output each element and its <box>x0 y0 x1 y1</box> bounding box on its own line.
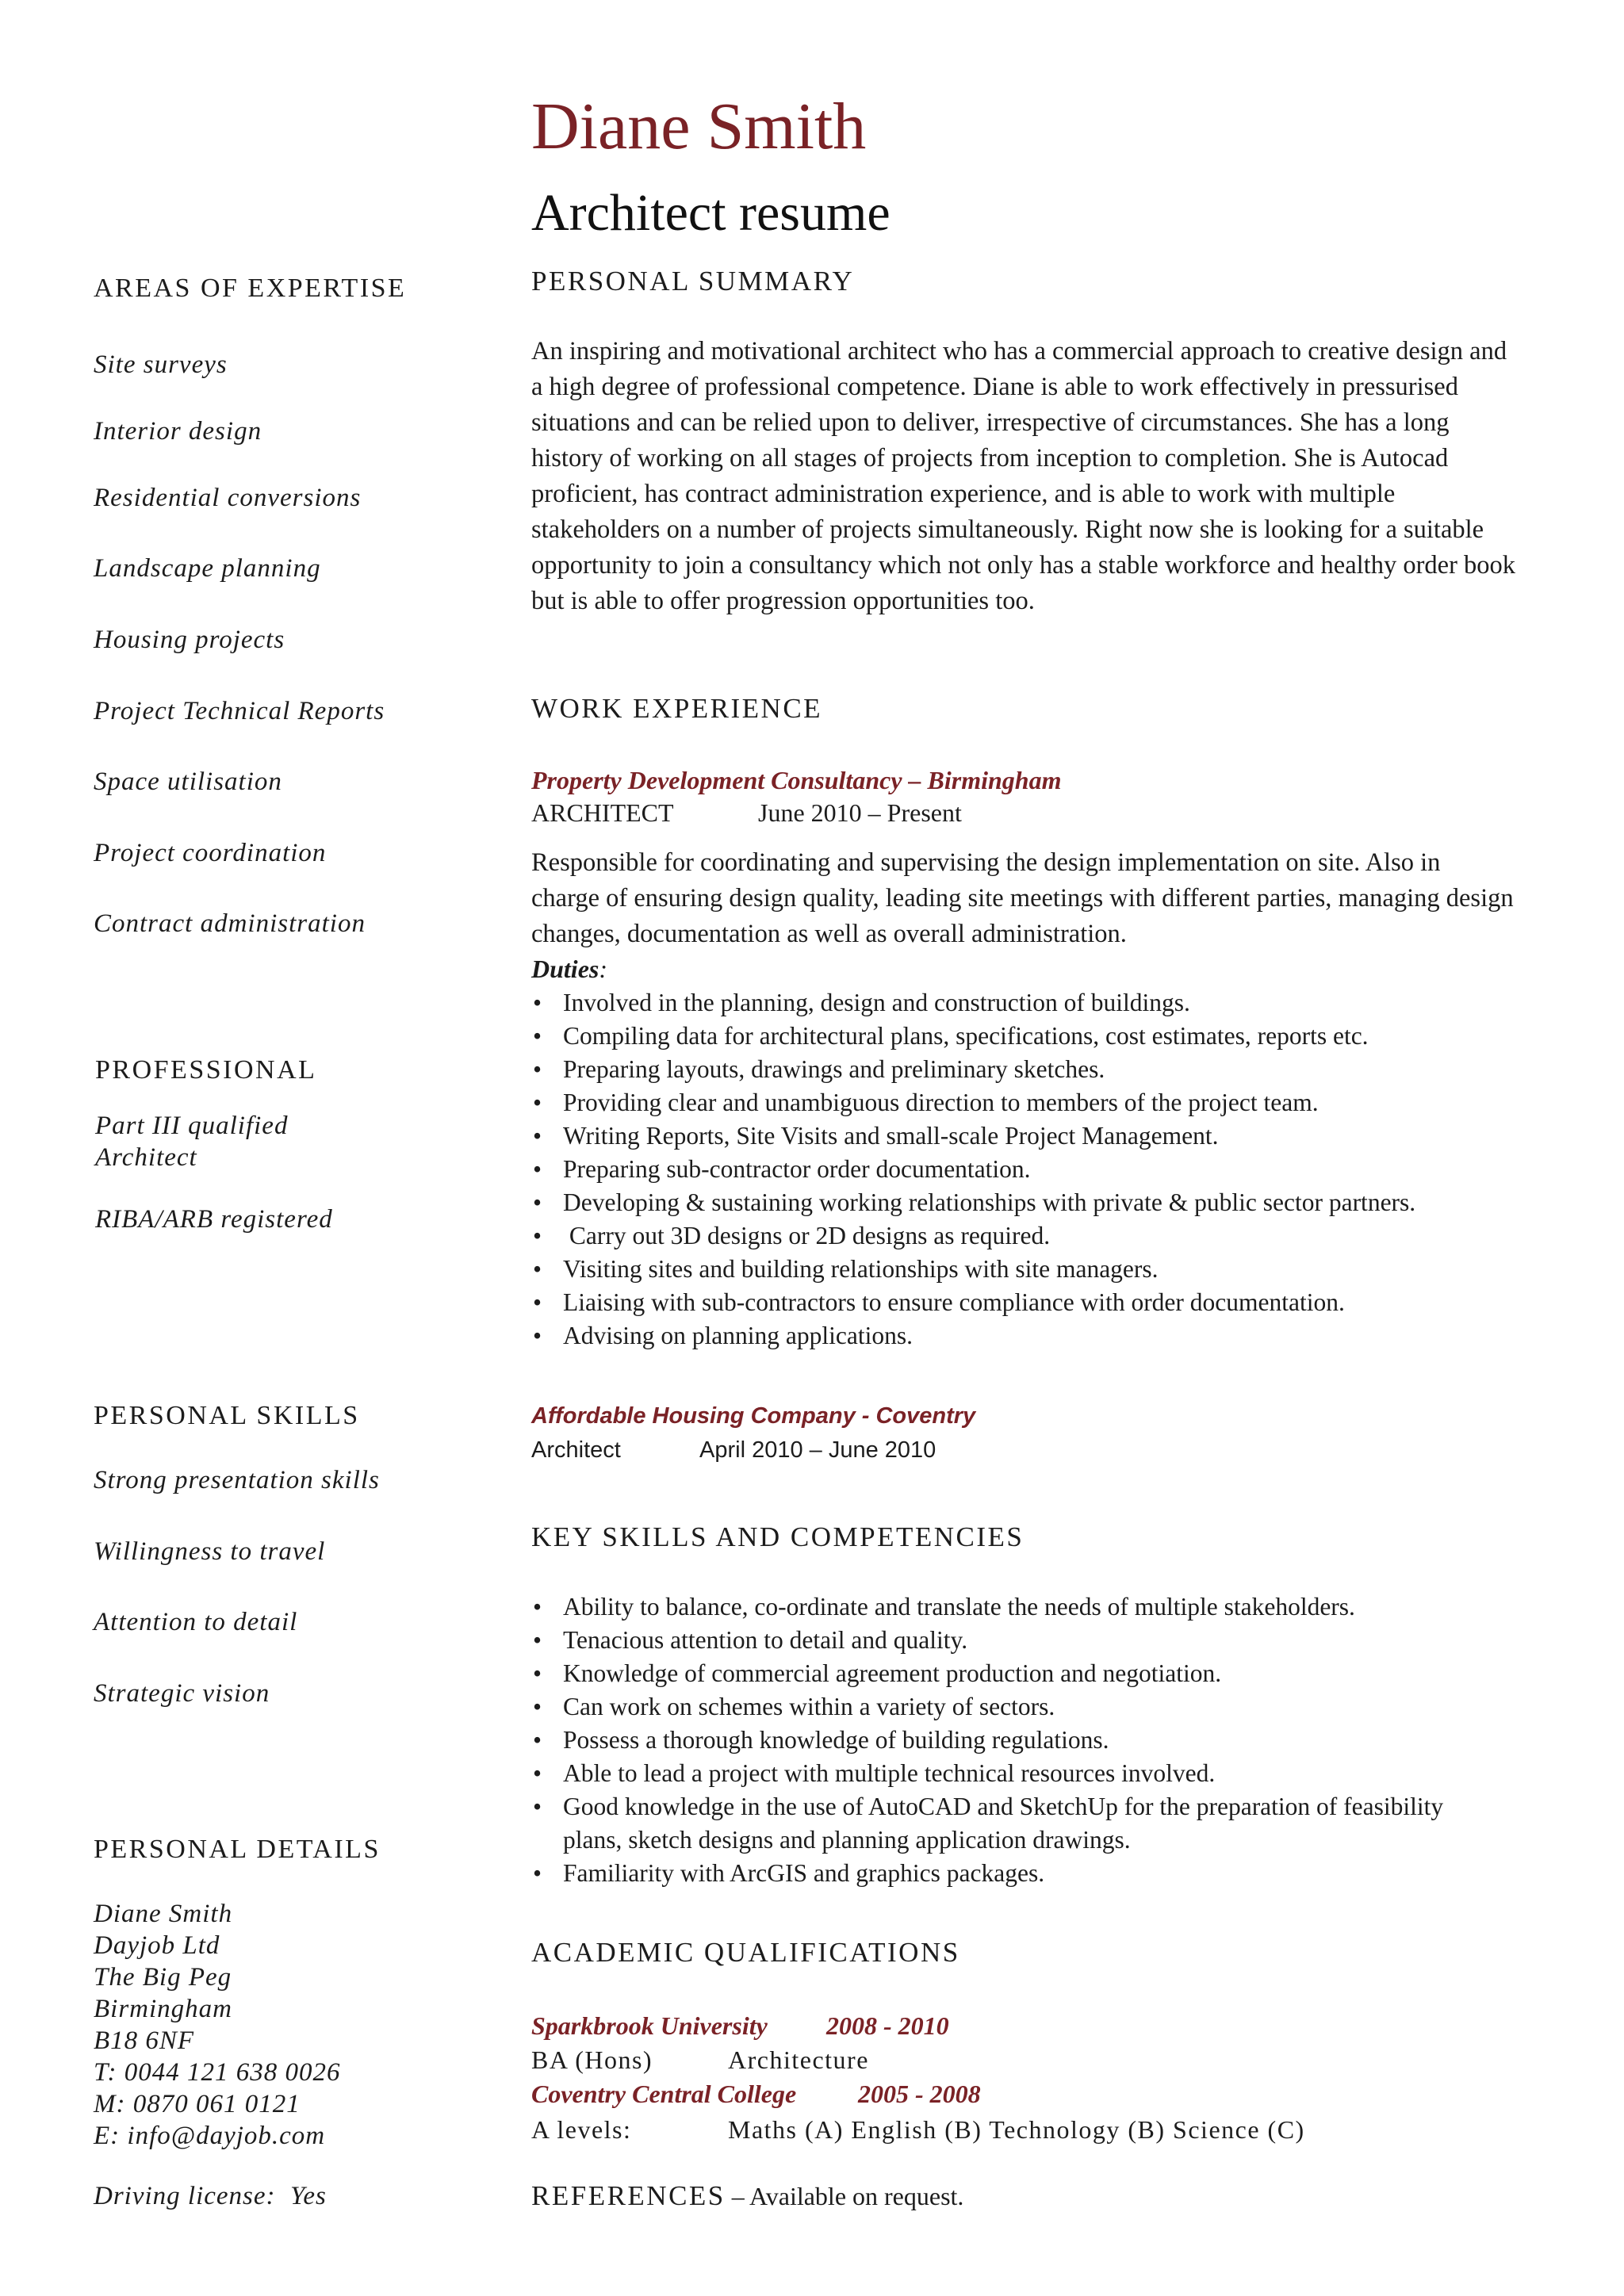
list-item: • Preparing sub-contractor order documentation. <box>531 1153 1415 1186</box>
list-item: • Involved in the planning, design and construction of buildings. <box>531 986 1415 1020</box>
duties-label: Duties: <box>531 955 607 983</box>
work-heading: WORK EXPERIENCE <box>531 693 823 724</box>
list-item: • Can work on schemes within a variety of sectors. <box>531 1690 1507 1724</box>
expertise-item: Housing projects <box>94 626 285 654</box>
contact-city: Birmingham <box>94 1995 232 2023</box>
list-item: • Tenacious attention to detail and quality. <box>531 1624 1507 1657</box>
qualification-label: A levels: <box>531 2115 632 2144</box>
expertise-item: Project coordination <box>94 839 327 867</box>
expertise-item: Residential conversions <box>94 484 362 512</box>
qualification-value: Maths (A) English (B) Technology (B) Science (C) <box>728 2115 1305 2144</box>
list-item: • Possess a thorough knowledge of building regulations. <box>531 1724 1507 1757</box>
school-row <box>531 2081 981 2107</box>
references-heading: REFERENCES <box>531 2180 726 2211</box>
contact-email: E: info@dayjob.com <box>94 2122 326 2150</box>
summary-heading: PERSONAL SUMMARY <box>531 266 855 297</box>
references-row <box>531 2182 963 2210</box>
list-item: • Familiarity with ArcGIS and graphics packages. <box>531 1857 1507 1890</box>
details-heading: PERSONAL DETAILS <box>94 1835 381 1864</box>
list-item: • Providing clear and unambiguous direction to members of the project team. <box>531 1086 1415 1119</box>
job-dates: June 2010 – Present <box>758 798 962 827</box>
candidate-name: Diane Smith <box>531 90 867 163</box>
school-row <box>531 2013 949 2038</box>
expertise-item: Site surveys <box>94 350 228 379</box>
resume-subtitle: Architect resume <box>531 184 891 242</box>
academic-heading: ACADEMIC QUALIFICATIONS <box>531 1937 960 1968</box>
job-dates: April 2010 – June 2010 <box>699 1437 936 1463</box>
list-item: • Liaising with sub-contractors to ensure compliance with order documentation. <box>531 1286 1415 1319</box>
qualification-label: BA (Hons) <box>531 2045 653 2074</box>
driving-license: Driving license: Yes <box>94 2182 327 2210</box>
list-item: • Able to lead a project with multiple technical resources involved. <box>531 1757 1507 1790</box>
summary-text: An inspiring and motivational architect who has a commercial approach to creative design and a high degree of professional competence. Diane is able to work effectively in pressurised situations and can be relied upon to deliver, irrespective of circumstances. She has a long history of working on all stages of projects from inception to completion. She is Autocad proficient, has contract administration experience, and is able to work with multiple stakeholders on a number of projects simultaneously. Right now she is looking for a suitable opportunity to join a consultancy which not only has a stable workforce and healthy order book but is able to offer progression opportunities too. <box>531 337 1516 615</box>
contact-phone: T: 0044 121 638 0026 <box>94 2058 341 2087</box>
job-description: Responsible for coordinating and supervising the design implementation on site. Also in charge of ensuring design quality, leading site meetings with different parties, managing design changes, documentation as well as overall administration. <box>531 848 1514 948</box>
list-item: • Writing Reports, Site Visits and small-scale Project Management. <box>531 1119 1415 1153</box>
skill-item: Strategic vision <box>94 1679 270 1708</box>
expertise-heading: AREAS OF EXPERTISE <box>94 274 407 303</box>
professional-item: Part III qualified Architect <box>95 1112 289 1172</box>
school-years: 2008 - 2010 <box>826 2011 949 2040</box>
list-item: • Carry out 3D designs or 2D designs as required. <box>531 1219 1415 1253</box>
job-company: Affordable Housing Company - Coventry <box>531 1403 976 1429</box>
skill-item: Attention to detail <box>94 1608 298 1636</box>
school-name: Sparkbrook University <box>531 2011 768 2040</box>
contact-address-line: The Big Peg <box>94 1963 232 1992</box>
qualification-row <box>531 2117 1305 2142</box>
list-item: • Good knowledge in the use of AutoCAD and SketchUp for the preparation of feasibility plans, sketch designs and planning application drawings. <box>531 1790 1507 1857</box>
expertise-item: Interior design <box>94 417 262 446</box>
list-item: • Visiting sites and building relationships with site managers. <box>531 1253 1415 1286</box>
job-company: Property Development Consultancy – Birmingham <box>531 766 1062 794</box>
list-item: • Preparing layouts, drawings and preliminary sketches. <box>531 1053 1415 1086</box>
list-item: • Compiling data for architectural plans, specifications, cost estimates, reports etc. <box>531 1020 1415 1053</box>
job-role: ARCHITECT <box>531 798 674 827</box>
qualification-value: Architecture <box>728 2045 869 2074</box>
list-item: • Knowledge of commercial agreement production and negotiation. <box>531 1657 1507 1690</box>
qualification-row <box>531 2047 869 2072</box>
key-skills-heading: KEY SKILLS AND COMPETENCIES <box>531 1521 1025 1552</box>
expertise-item: Project Technical Reports <box>94 697 385 725</box>
school-years: 2005 - 2008 <box>858 2080 981 2108</box>
contact-name: Diane Smith <box>94 1900 233 1928</box>
job-role-row <box>531 1439 936 1462</box>
list-item: • Advising on planning applications. <box>531 1319 1415 1353</box>
skill-item: Willingness to travel <box>94 1537 326 1566</box>
contact-company: Dayjob Ltd <box>94 1931 220 1960</box>
contact-details <box>94 1898 341 2152</box>
skills-heading: PERSONAL SKILLS <box>94 1401 360 1430</box>
professional-heading: PROFESSIONAL <box>95 1055 317 1085</box>
duties-list <box>531 986 1415 1353</box>
skill-item: Strong presentation skills <box>94 1466 380 1494</box>
contact-mobile: M: 0870 061 0121 <box>94 2090 301 2118</box>
job-role: Architect <box>531 1437 621 1463</box>
list-item: • Developing & sustaining working relationships with private & public sector partners. <box>531 1186 1415 1219</box>
expertise-item: Space utilisation <box>94 767 282 796</box>
school-name: Coventry Central College <box>531 2080 797 2108</box>
contact-postcode: B18 6NF <box>94 2026 195 2055</box>
key-skills-list <box>531 1590 1507 1890</box>
expertise-item: Contract administration <box>94 909 366 938</box>
list-item: • Ability to balance, co-ordinate and translate the needs of multiple stakeholders. <box>531 1590 1507 1624</box>
professional-item: RIBA/ARB registered <box>95 1205 333 1234</box>
job-role-row <box>531 800 962 825</box>
references-text: – Available on request. <box>725 2182 964 2210</box>
expertise-item: Landscape planning <box>94 554 321 583</box>
